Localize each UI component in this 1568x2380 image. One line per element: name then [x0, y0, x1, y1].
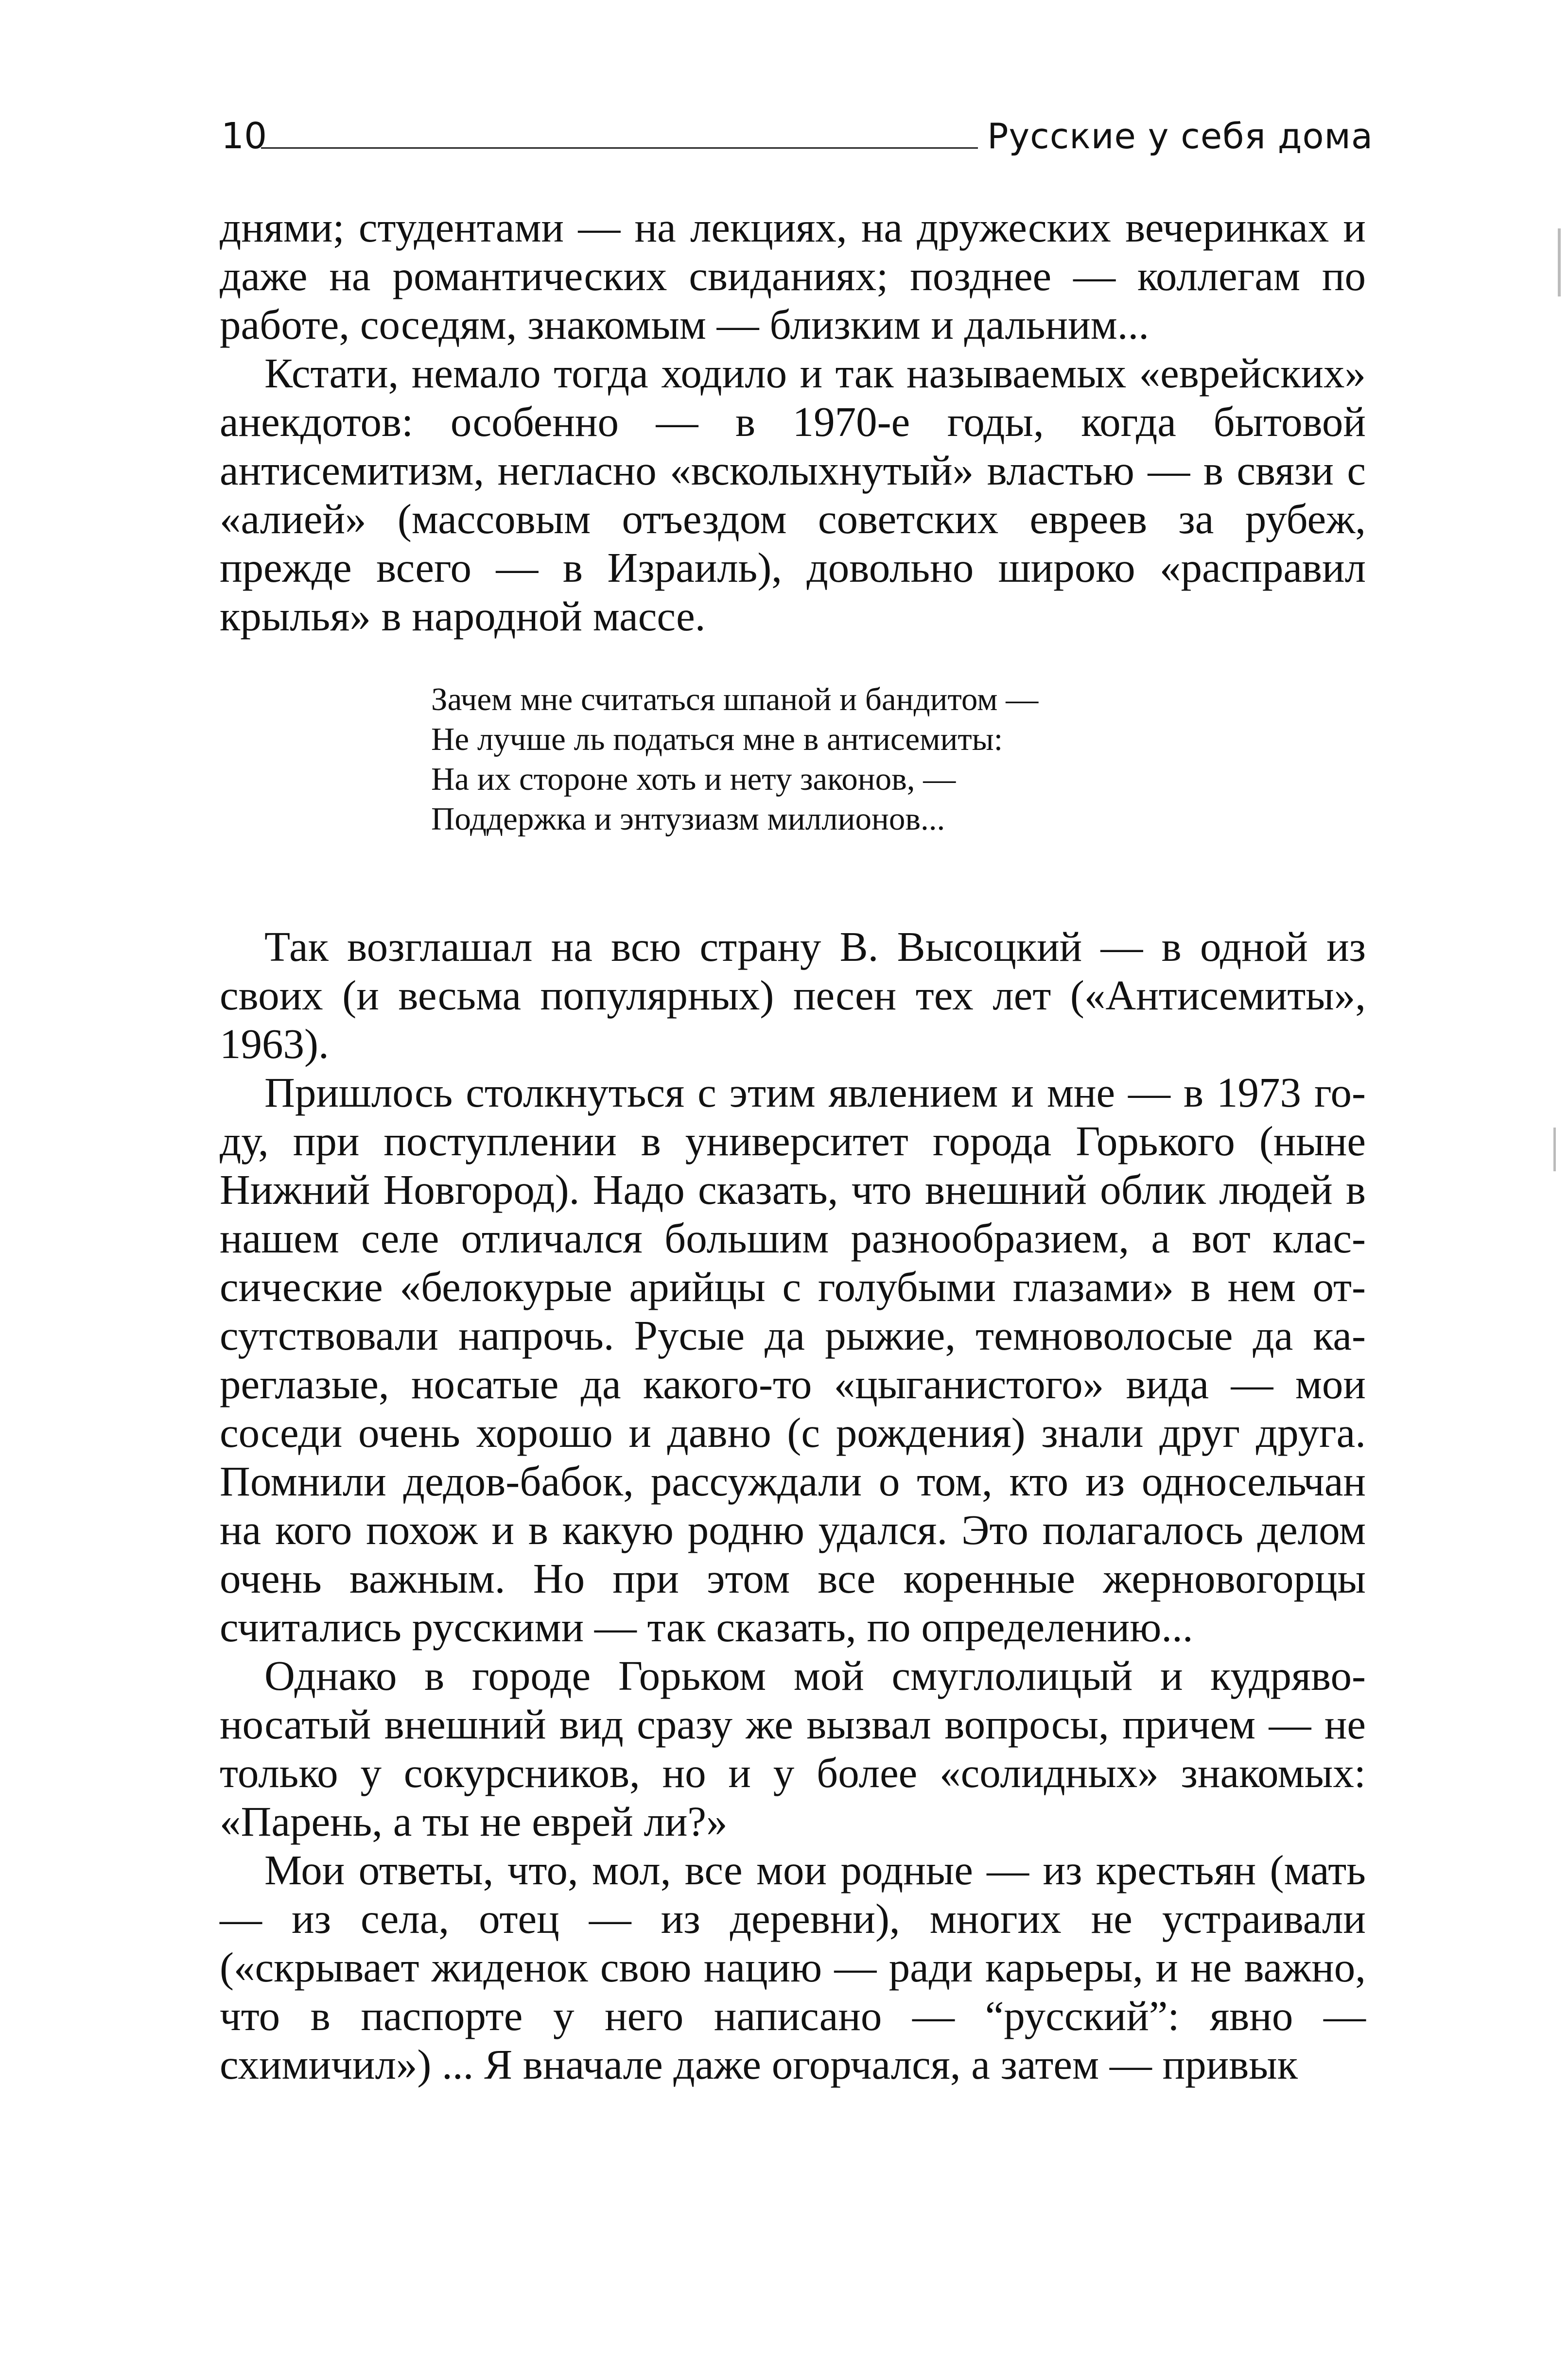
running-title: Русские у себя дома — [987, 116, 1373, 156]
scan-mark — [1553, 1128, 1556, 1171]
paragraph: Однако в городе Горьком мой смуглолицый и кудрявоносатый внешний вид сразу же вызвал вопросы, причем — не только у сокурсников, но и у более «солидных» знакомых: «Парень, а ты не еврей ли?» — [220, 1652, 1366, 1845]
verse-line: Зачем мне считаться шпаной и бандитом — — [431, 681, 1039, 717]
scan-mark — [1558, 228, 1561, 296]
verse-epigraph — [431, 679, 1257, 839]
paragraph: Пришлось столкнуться с этим явлением и мне — в 1973 году, при поступлении в университет города Горького (ныне Нижний Новгород). Надо сказать, что внешний облик людей в нашем селе отличался большим разнообразием, а вот классические «белокурые арийцы с голубыми глазами» в нем отсутствовали напрочь. Русые да рыжие, темноволосые да кареглазые, носатые да какого-то «цыганистого» вида — мои соседи очень хорошо и давно (с рождения) знали друг друга. Помнили дедов-бабок, рассуждали о том, кто из односельчан на кого похож и в какую родню удался. Это полагалось делом очень важным. Но при этом все коренные жерновогорцы считались русскими — так сказать, по определению... — [220, 1069, 1366, 1650]
paragraph: Так возглашал на всю страну В. Высоцкий — в одной из своих (и весьма популярных) песен тех лет («Антисемиты», 1963). — [220, 923, 1366, 1067]
paragraph: Мои ответы, что, мол, все мои родные — из крестьян (мать — из села, отец — из деревни), многих не устраивали («скрывает жиденок свою нацию — ради карьеры, и не важно, что в паспорте у него написано — “русский”: явно — схимичил») ... Я вначале даже огорчался, а затем — привык — [220, 1846, 1366, 2088]
verse-line: На их стороне хоть и нету законов, — — [431, 761, 956, 797]
verse-line: Поддержка и энтузиазм миллионов... — [431, 801, 945, 837]
paragraph: днями; студентами — на лекциях, на дружеских вечеринках и даже на романтических свиданиях; позднее — коллегам по работе, соседям, знакомым — близким и дальним... — [220, 204, 1366, 348]
page-number: 10 — [221, 115, 267, 157]
paragraph: Кстати, немало тогда ходило и так называемых «еврейских» анекдотов: особенно — в 1970-е годы, когда бытовой антисемитизм, негласно «всколыхнутый» властью — в связи с «алией» (массовым отъездом советских евреев за рубеж, прежде всего — в Израиль), довольно широко «расправил крылья» в народной массе. — [220, 349, 1366, 640]
body-text-top — [220, 203, 1366, 641]
verse-line: Не лучше ль податься мне в антисемиты: — [431, 721, 1003, 757]
running-header — [221, 109, 1373, 163]
body-text-bottom — [220, 922, 1366, 2089]
header-rule — [261, 147, 978, 149]
